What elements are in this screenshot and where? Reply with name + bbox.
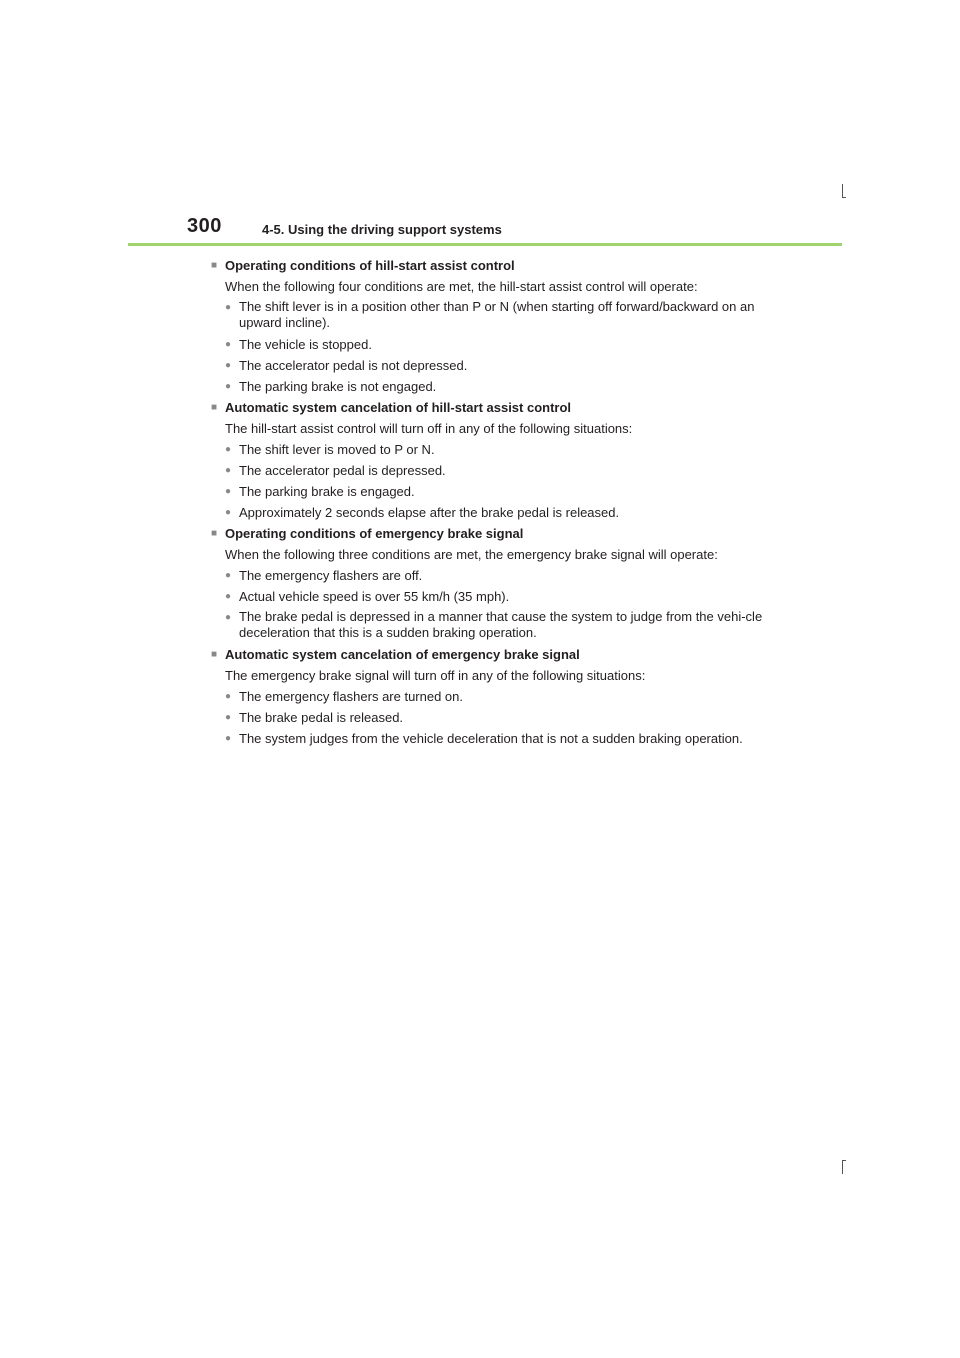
section-title: 4-5. Using the driving support systems [262, 222, 502, 237]
list-item [211, 728, 771, 749]
section-heading [211, 523, 771, 544]
list-item [211, 707, 771, 728]
circle-bullet-icon: ● [225, 507, 232, 518]
section-emergency-brake-operating [211, 523, 771, 644]
list-item-text: The accelerator pedal is not depressed. [239, 358, 468, 373]
page-number: 300 [187, 215, 222, 237]
list-item-text: The vehicle is stopped. [239, 337, 372, 352]
list-item-text: The shift lever is moved to P or N. [239, 442, 435, 457]
list-item-text: The accelerator pedal is depressed. [239, 463, 446, 478]
circle-bullet-icon: ● [225, 612, 232, 623]
list-item-text: The emergency flashers are turned on. [239, 689, 464, 704]
list-item-text: The system judges from the vehicle deceleration that is not a sudden braking operation. [239, 731, 743, 746]
crop-mark-bottom [842, 1160, 843, 1174]
section-heading [211, 397, 771, 418]
list-item [211, 460, 771, 481]
list-item [211, 334, 771, 355]
circle-bullet-icon: ● [225, 444, 232, 455]
circle-bullet-icon: ● [225, 486, 232, 497]
page-content [211, 255, 771, 749]
header-divider [128, 243, 842, 246]
section-intro: When the following four conditions are met, the hill-start assist control will operate: [225, 279, 698, 294]
list-item [211, 355, 771, 376]
list-item [211, 565, 771, 586]
list-item-text: Approximately 2 seconds elapse after the brake pedal is released. [239, 505, 620, 520]
section-hill-start-operating [211, 255, 771, 397]
list-item [211, 607, 771, 644]
list-item [211, 481, 771, 502]
circle-bullet-icon: ● [225, 591, 232, 602]
section-heading-text: Operating conditions of emergency brake signal [225, 526, 524, 541]
crop-mark-top [842, 184, 843, 198]
list-item [211, 686, 771, 707]
circle-bullet-icon: ● [225, 339, 232, 350]
section-heading [211, 644, 771, 665]
section-emergency-brake-cancelation [211, 644, 771, 749]
circle-bullet-icon: ● [225, 712, 232, 723]
list-item [211, 376, 771, 397]
list-item [211, 439, 771, 460]
square-bullet-icon: ■ [211, 649, 218, 660]
circle-bullet-icon: ● [225, 360, 232, 371]
circle-bullet-icon: ● [225, 302, 232, 313]
circle-bullet-icon: ● [225, 733, 232, 744]
list-item [211, 297, 771, 334]
section-heading [211, 255, 771, 276]
section-intro: When the following three conditions are met, the emergency brake signal will operate: [225, 547, 718, 562]
section-heading-text: Automatic system cancelation of emergency brake signal [225, 647, 580, 662]
list-item-text: The brake pedal is depressed in a manner that cause the system to judge from the vehi-cle deceleration that this is a sudden braking operation. [239, 609, 763, 640]
section-heading-text: Operating conditions of hill-start assist control [225, 258, 515, 273]
section-intro: The emergency brake signal will turn off in any of the following situations: [225, 668, 646, 683]
list-item-text: The parking brake is engaged. [239, 484, 415, 499]
list-item-text: The brake pedal is released. [239, 710, 404, 725]
list-item-text: The shift lever is in a position other than P or N (when starting off forward/backward on an upward incline). [239, 299, 755, 330]
list-item [211, 502, 771, 523]
section-heading-text: Automatic system cancelation of hill-start assist control [225, 400, 572, 415]
square-bullet-icon: ■ [211, 260, 218, 271]
circle-bullet-icon: ● [225, 570, 232, 581]
list-item-text: Actual vehicle speed is over 55 km/h (35 mph). [239, 589, 510, 604]
circle-bullet-icon: ● [225, 381, 232, 392]
circle-bullet-icon: ● [225, 465, 232, 476]
list-item-text: The emergency flashers are off. [239, 568, 423, 583]
circle-bullet-icon: ● [225, 691, 232, 702]
list-item [211, 586, 771, 607]
list-item-text: The parking brake is not engaged. [239, 379, 437, 394]
square-bullet-icon: ■ [211, 528, 218, 539]
section-intro: The hill-start assist control will turn off in any of the following situations: [225, 421, 633, 436]
square-bullet-icon: ■ [211, 402, 218, 413]
section-hill-start-cancelation [211, 397, 771, 523]
